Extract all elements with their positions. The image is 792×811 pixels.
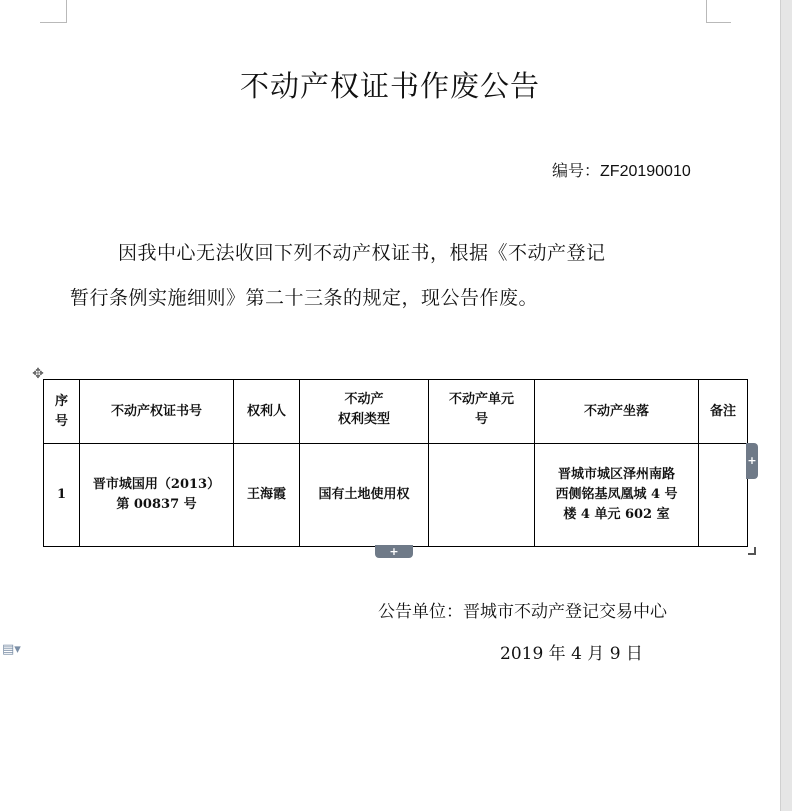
cell-seq: 1 <box>44 444 80 547</box>
body-paragraph-line-1: 因我中心无法收回下列不动产权证书，根据《不动产登记 <box>118 242 606 264</box>
header-holder: 权利人 <box>234 380 300 444</box>
cell-cert-no: 晋市城国用（2013） 第 00837 号 <box>80 444 234 547</box>
table-move-icon[interactable]: ✥ <box>32 366 44 382</box>
header-unit-no: 不动产单元 号 <box>429 380 535 444</box>
header-right-type: 不动产 权利类型 <box>300 380 429 444</box>
certificate-table <box>43 379 748 547</box>
document-number-label: 编号： <box>552 161 601 180</box>
header-cert-no: 不动产权证书号 <box>80 380 234 444</box>
cell-holder: 王海霞 <box>234 444 300 547</box>
header-remarks: 备注 <box>699 380 748 444</box>
cell-location: 晋城市城区泽州南路 西侧铭基凤凰城 4 号 楼 4 单元 602 室 <box>535 444 699 547</box>
window-right-edge <box>780 0 792 811</box>
table-header-row <box>44 380 748 444</box>
cell-unit-no <box>429 444 535 547</box>
header-location: 不动产坐落 <box>535 380 699 444</box>
add-column-button[interactable]: + <box>746 443 758 479</box>
table-resize-handle[interactable] <box>748 547 756 555</box>
crop-mark-top-left <box>40 0 67 23</box>
cell-right-type: 国有土地使用权 <box>300 444 429 547</box>
document-number <box>552 158 691 181</box>
paste-options-icon[interactable]: ▤▾ <box>2 642 21 657</box>
table-row <box>44 444 748 547</box>
crop-mark-top-right <box>706 0 731 23</box>
cell-remarks <box>699 444 748 547</box>
add-row-button[interactable]: + <box>375 545 413 558</box>
document-title: 不动产权证书作废公告 <box>239 69 540 103</box>
announcement-date: 2019 年 4 月 9 日 <box>500 644 643 664</box>
body-paragraph-line-2: 暂行条例实施细则》第二十三条的规定，现公告作废。 <box>70 287 539 309</box>
document-number-value: ZF20190010 <box>600 163 691 180</box>
header-seq: 序 号 <box>44 380 80 444</box>
announcing-unit: 公告单位：晋城市不动产登记交易中心 <box>378 602 667 622</box>
